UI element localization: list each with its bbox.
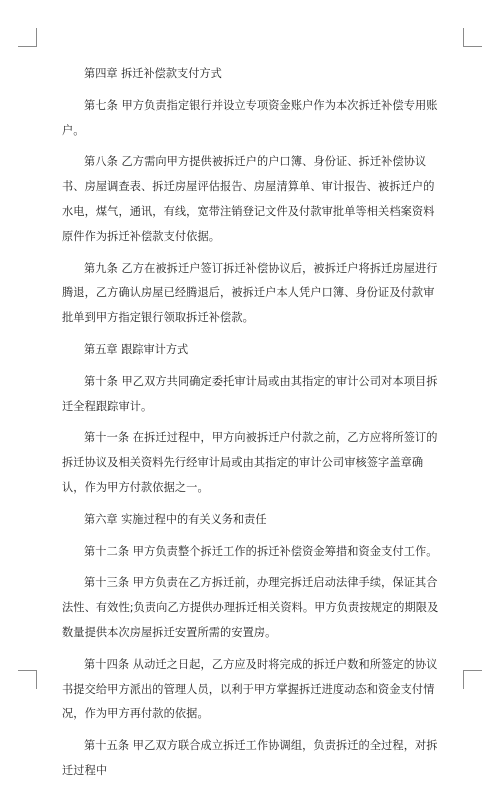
top-right-crop-mark <box>463 28 482 47</box>
article-12: 第十二条 甲方负责整个拆迁工作的拆迁补偿资金筹措和资金支付工作。 <box>84 544 438 558</box>
chapter-5-heading: 第五章 跟踪审计方式 <box>84 342 189 356</box>
chapter-6-heading: 第六章 实施过程中的有关义务和责任 <box>84 512 267 526</box>
bottom-right-crop-mark <box>463 670 482 689</box>
article-10: 第十条 甲乙双方共同确定委托审计局或由其指定的审计公司对本项目拆迁全程跟踪审计。 <box>62 374 438 413</box>
chapter-4-heading: 第四章 拆迁补偿款支付方式 <box>84 67 222 80</box>
article-14: 第十四条 从动迁之日起，乙方应及时将完成的拆迁户数和所签定的协议书提交给甲方派出的管理人员，以利于甲方掌握拆迁进度动态和资金支付情况，作为甲方再付款的依据。 <box>62 657 438 721</box>
article-7: 第七条 甲方负责指定银行并设立专项资金账户作为本次拆迁补偿专用账户。 <box>62 98 438 137</box>
article-11: 第十一条 在拆迁过程中，甲方向被拆迁户付款之前，乙方应将所签订的拆迁协议及相关资料先行经审计局或由其指定的审计公司审核签字盖章确认，作为甲方付款依据之一。 <box>62 431 438 494</box>
article-13: 第十三条 甲方负责在乙方拆迁前，办理完拆迁启动法律手续，保证其合法性、有效性;负责向乙方提供办理拆迁相关资料。甲方负责按规定的期限及数量提供本次房屋拆迁安置所需的安置房。 <box>62 576 439 639</box>
article-9: 第九条 乙方在被拆迁户签订拆迁补偿协议后，被拆迁户将拆迁房屋进行腾退，乙方确认房屋已经腾退后，被拆迁户本人凭户口簿、身份证及付款审批单到甲方指定银行领取拆迁补偿款。 <box>62 261 438 325</box>
document-body <box>62 62 442 791</box>
article-8: 第八条 乙方需向甲方提供被拆迁户的户口簿、身份证、拆迁补偿协议书、房屋调查表、拆迁房屋评估报告、房屋清算单、审计报告、被拆迁户的水电，煤气，通讯，有线，宽带注销登记文件及付款审批单等相关档案资料原件作为拆迁补偿款支付依据。 <box>62 155 435 243</box>
article-15: 第十五条 甲乙双方联合成立拆迁工作协调组，负责拆迁的全过程，对拆迁过程中 <box>62 739 438 777</box>
top-left-crop-mark <box>18 28 37 47</box>
bottom-left-crop-mark <box>18 670 37 689</box>
